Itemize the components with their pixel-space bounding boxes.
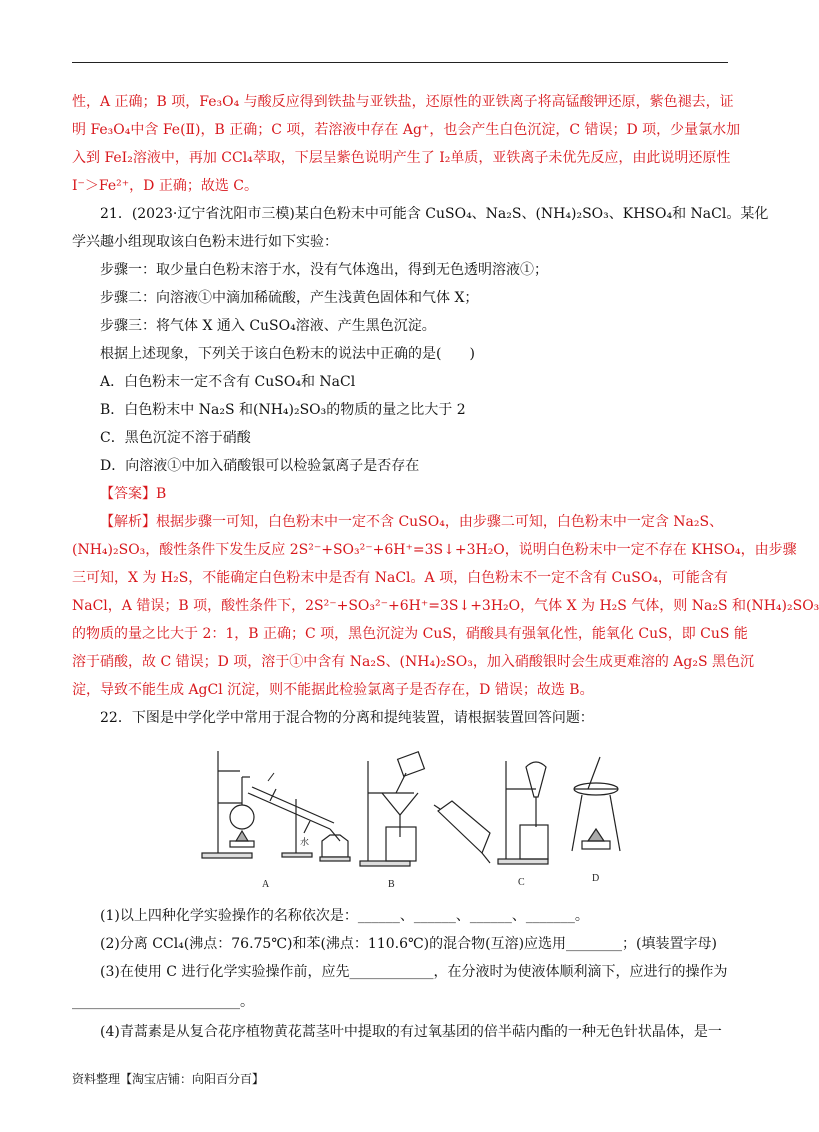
prev-solution-line-2: 明 Fe₃O₄中含 Fe(Ⅱ)，B 正确；C 项，若溶液中存在 Ag⁺，也会产生白色沉淀，C 错误；D 项，少量氯水加: [72, 122, 741, 138]
apparatus-b-filtration: [360, 752, 424, 890]
q21-option-a: A．白色粉末一定不含有 CuSO₄和 NaCl: [100, 374, 356, 390]
q21-step-3: 步骤三：将气体 X 通入 CuSO₄溶液、产生黑色沉淀。: [100, 318, 436, 334]
q21-option-b: B．白色粉末中 Na₂S 和(NH₄)₂SO₃的物质的量之比大于 2: [100, 402, 466, 418]
q21-answer: 【答案】B: [100, 486, 167, 502]
prev-solution-line-4: I⁻＞Fe²⁺，D 正确；故选 C。: [72, 178, 258, 194]
label-a: A: [262, 879, 270, 890]
apparatus-a-distillation: [202, 751, 350, 890]
q21-option-c: C．黑色沉淀不溶于硝酸: [100, 430, 251, 446]
q22-sub4: (4)青蒿素是从复合花序植物黄花蒿茎叶中提取的有过氧基团的倍半萜内酯的一种无色针状晶体，是一: [100, 1024, 722, 1040]
separation-apparatus-figure: [200, 741, 620, 891]
prev-solution-line-1: 性，A 正确；B 项，Fe₃O₄ 与酸反应得到铁盐与亚铁盐，还原性的亚铁离子将高锰酸钾还原，紫色褪去，证: [72, 94, 734, 110]
q21-analysis-line-4: NaCl，A 错误；B 项，酸性条件下，2S²⁻+SO₃²⁻+6H⁺=3S↓+3H₂O，气体 X 为 H₂S 气体，则 Na₂S 和(NH₄)₂SO₃: [72, 598, 819, 614]
q21-analysis-line-6: 溶于硝酸，故 C 错误；D 项，溶于①中含有 Na₂S、(NH₄)₂SO₃，加入硝酸银时会生成更难溶的 Ag₂S 黑色沉: [72, 654, 754, 670]
q22-sub3b: ________________________。: [72, 994, 254, 1010]
q22-stem: 22．下图是中学化学中常用于混合物的分离和提纯装置，请根据装置回答问题：: [100, 710, 594, 726]
header-rule: [72, 62, 728, 63]
label-c: C: [518, 877, 525, 888]
label-d: D: [592, 873, 600, 884]
apparatus-c-separation: [498, 761, 548, 888]
q21-analysis-line-7: 淀，导致不能生成 AgCl 沉淀，则不能据此检验氯离子是否存在，D 错误；故选 B。: [72, 682, 594, 698]
q21-question: 根据上述现象，下列关于该白色粉末的说法中正确的是( ): [100, 346, 475, 362]
q22-sub3a: (3)在使用 C 进行化学实验操作前，应先____________，在分液时为使液体顺利滴下，应进行的操作为: [100, 964, 728, 980]
q21-step-1: 步骤一：取少量白色粉末溶于水，没有气体逸出，得到无色透明溶液①；: [100, 262, 548, 278]
q21-option-d: D．向溶液①中加入硝酸银可以检验氯离子是否存在: [100, 458, 420, 474]
label-b: B: [388, 879, 395, 890]
q21-analysis-line-2: (NH₄)₂SO₃，酸性条件下发生反应 2S²⁻+SO₃²⁻+6H⁺=3S↓+3H₂O，说明白色粉末中一定不存在 KHSO₄，由步骤: [72, 542, 797, 558]
apparatus-drawing: [200, 741, 620, 891]
page-content: [72, 88, 819, 732]
q21-analysis-line-1: 【解析】根据步骤一可知，白色粉末中一定不含 CuSO₄，由步骤二可知，白色粉末中一定含 Na₂S、: [100, 514, 724, 530]
q21-stem-line-2: 学兴趣小组现取该白色粉末进行如下实验：: [72, 234, 338, 250]
q21-analysis-line-5: 的物质的量之比大于 2：1，B 正确；C 项，黑色沉淀为 CuS，硝酸具有强氧化性，能氧化 CuS，即 CuS 能: [72, 626, 748, 642]
water-label: 水: [300, 837, 310, 847]
page-footer: 资料整理【淘宝店铺：向阳百分百】: [72, 1072, 265, 1086]
prev-solution-line-3: 入到 FeI₂溶液中，再加 CCl₄萃取，下层呈紫色说明产生了 I₂单质，亚铁离子未优先反应，由此说明还原性: [72, 150, 731, 166]
q22-sub1: (1)以上四种化学实验操作的名称依次是：______、______、______、_______。: [100, 908, 589, 924]
apparatus-d-evaporation: [572, 757, 620, 884]
q21-stem-line-1: 21．(2023·辽宁省沈阳市三模)某白色粉末中可能含 CuSO₄、Na₂S、(NH₄)₂SO₃、KHSO₄和 NaCl。某化: [100, 206, 769, 222]
q22-sub2: (2)分离 CCl₄(沸点：76.75℃)和苯(沸点：110.6℃)的混合物(互溶)应选用________；(填装置字母): [100, 936, 717, 952]
q21-analysis-line-3: 三可知，X 为 H₂S，不能确定白色粉末中是否有 NaCl。A 项，白色粉末不一定不含有 CuSO₄，可能含有: [72, 570, 728, 586]
separatory-funnel-loose: [434, 801, 490, 863]
q21-step-2: 步骤二：向溶液①中滴加稀硫酸，产生浅黄色固体和气体 X；: [100, 290, 479, 306]
